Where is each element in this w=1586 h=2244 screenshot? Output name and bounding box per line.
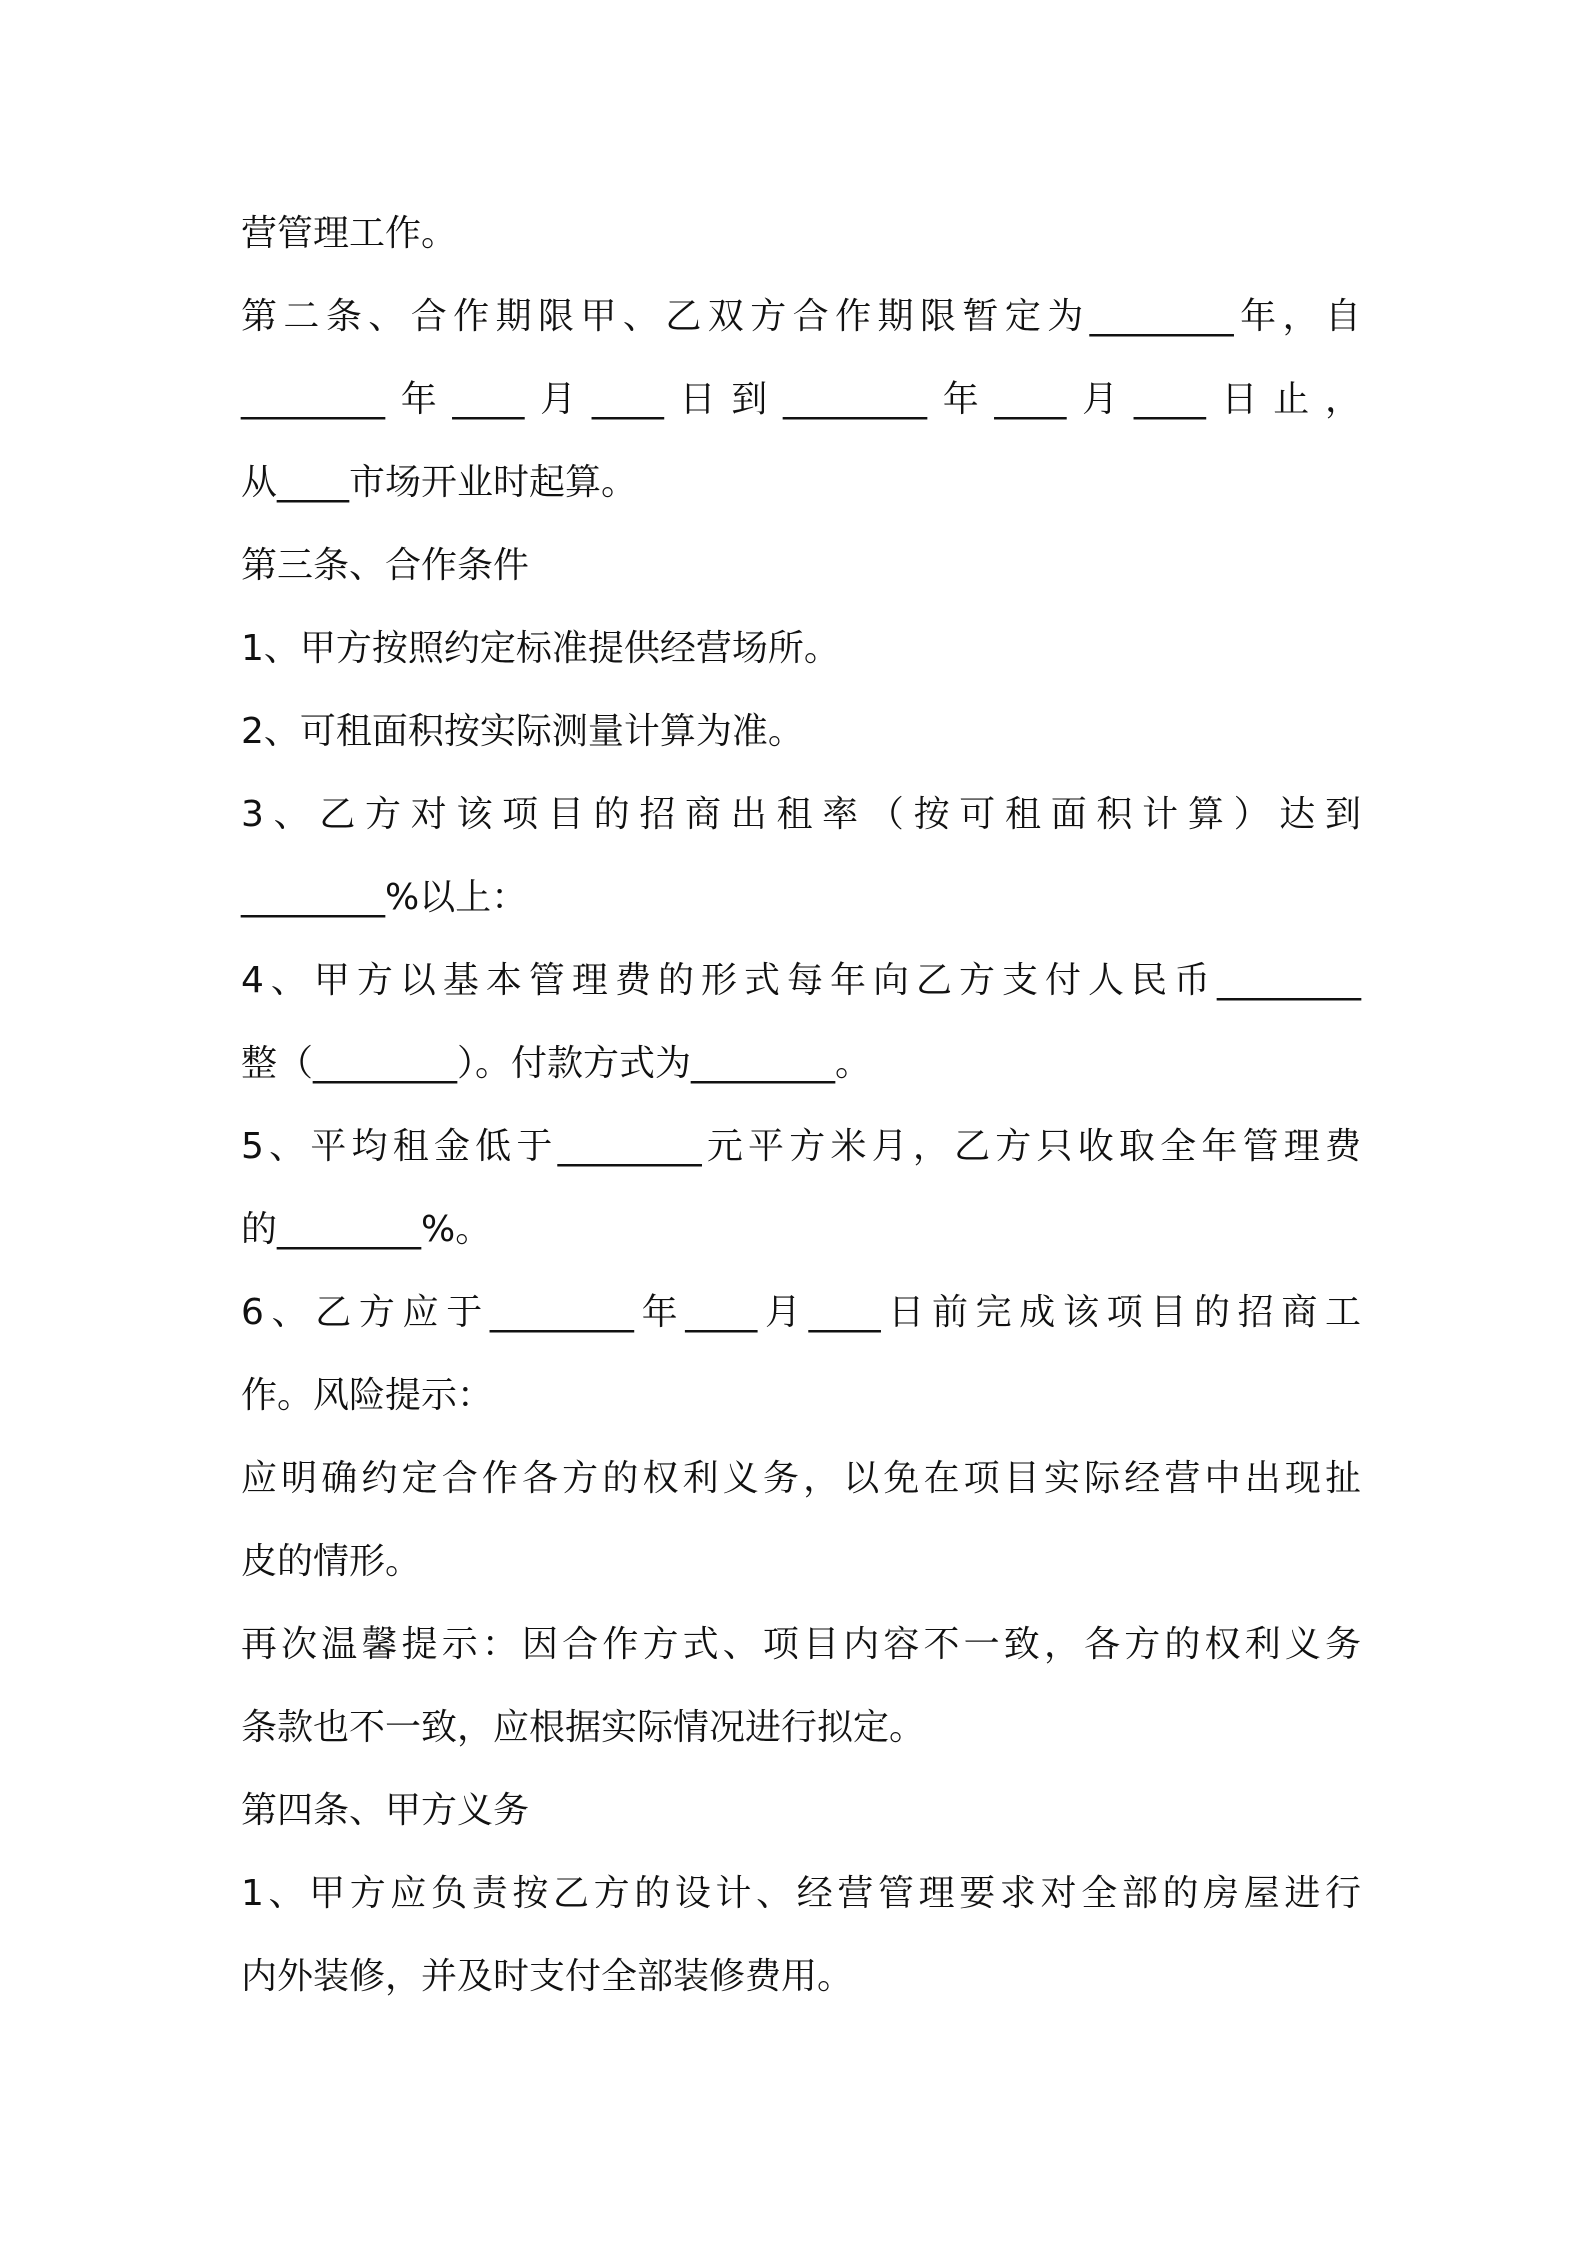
text-line: ________年____月____日到________年____月____日止， bbox=[241, 379, 1361, 420]
text-line: 从____市场开业时起算。 bbox=[241, 462, 638, 503]
text-line: 2、可租面积按实际测量计算为准。 bbox=[241, 711, 804, 752]
section-heading: 第三条、合作条件 bbox=[241, 545, 530, 586]
section-heading: 第四条、甲方义务 bbox=[241, 1790, 530, 1831]
text-line: 内外装修，并及时支付全部装修费用。 bbox=[241, 1956, 854, 1997]
text-line: 1、甲方应负责按乙方的设计、经营管理要求对全部的房屋进行 bbox=[241, 1873, 1361, 1914]
text-line: 4、甲方以基本管理费的形式每年向乙方支付人民币________ bbox=[241, 960, 1361, 1001]
text-line: 整（________）。付款方式为________。 bbox=[241, 1043, 872, 1084]
text-line: 皮的情形。 bbox=[241, 1541, 422, 1582]
text-line: 作。风险提示： bbox=[241, 1375, 494, 1416]
text-line: ________%以上： bbox=[241, 877, 528, 918]
text-line: 条款也不一致，应根据实际情况进行拟定。 bbox=[241, 1707, 926, 1748]
text-line: 的________%。 bbox=[241, 1209, 492, 1250]
text-line: 第二条、合作期限甲、乙双方合作期限暂定为________年，自 bbox=[241, 296, 1361, 337]
text-line: 1、甲方按照约定标准提供经营场所。 bbox=[241, 628, 840, 669]
text-line: 营管理工作。 bbox=[241, 213, 458, 254]
text-line: 6、乙方应于________年____月____日前完成该项目的招商工 bbox=[241, 1292, 1361, 1333]
contract-text bbox=[241, 192, 1361, 2018]
text-line: 应明确约定合作各方的权利义务，以免在项目实际经营中出现扯 bbox=[241, 1458, 1361, 1499]
text-line: 5、平均租金低于________元平方米月，乙方只收取全年管理费 bbox=[241, 1126, 1361, 1167]
text-line: 3、乙方对该项目的招商出租率（按可租面积计算）达到 bbox=[241, 794, 1361, 835]
text-line: 再次温馨提示：因合作方式、项目内容不一致，各方的权利义务 bbox=[241, 1624, 1361, 1665]
